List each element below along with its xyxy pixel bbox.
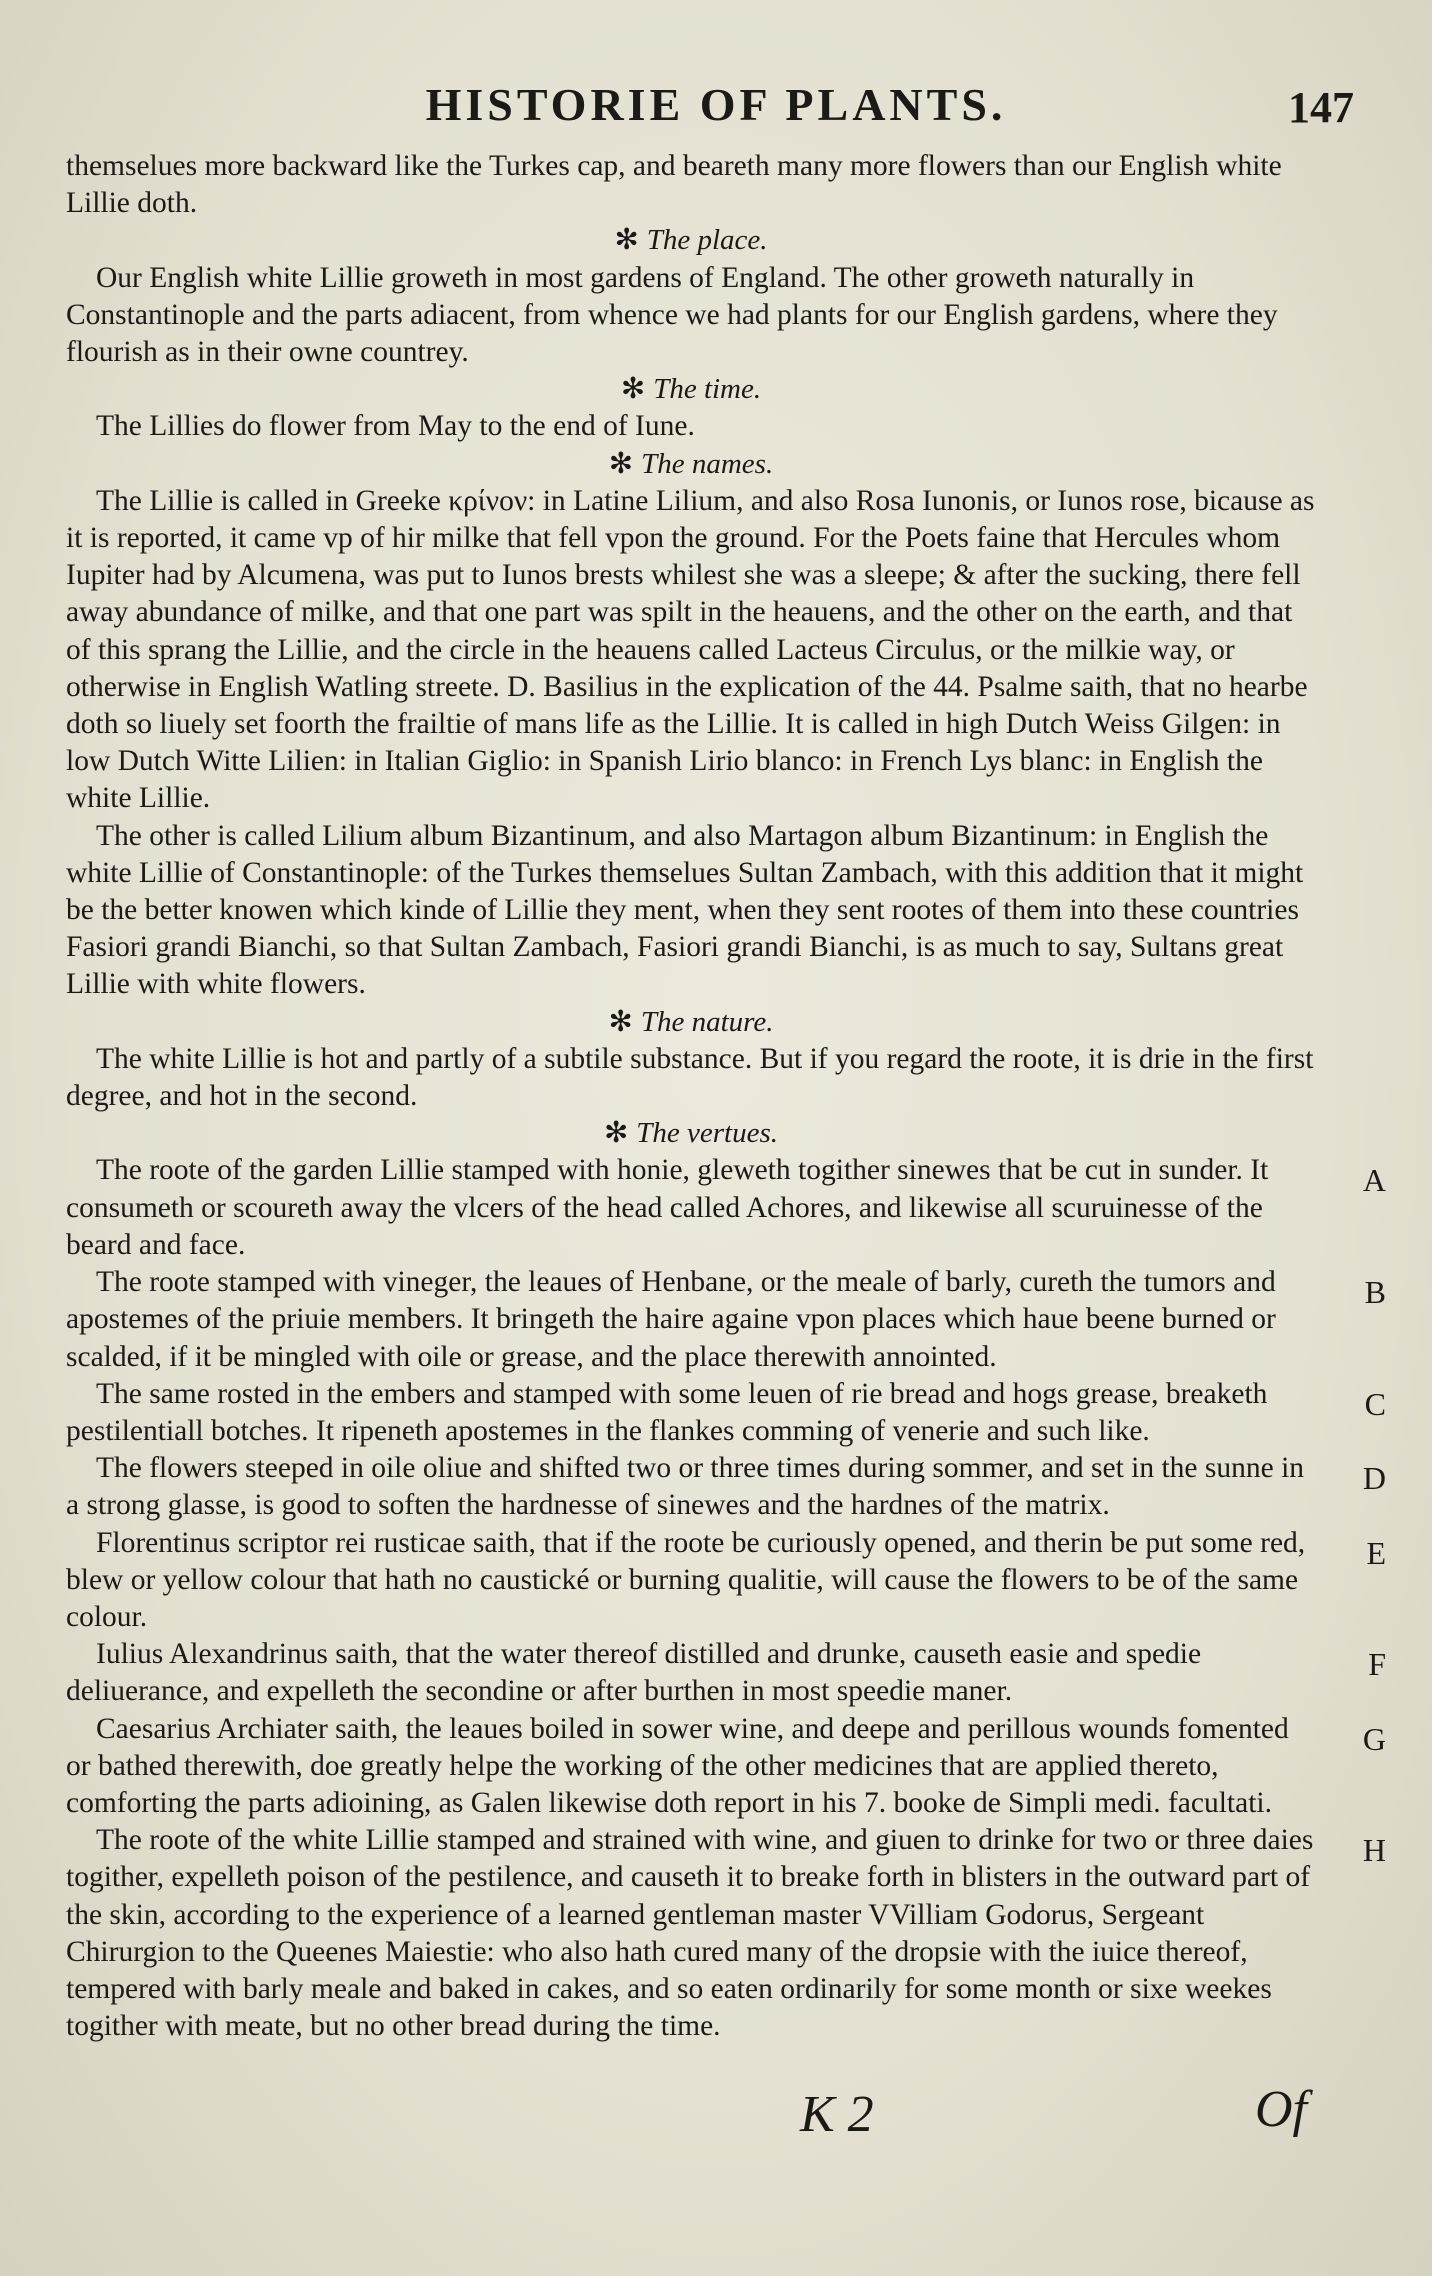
asterisk-icon: ✻ (603, 1117, 629, 1150)
margin-letter: C (1364, 1385, 1386, 1422)
margin-letter: F (1368, 1646, 1386, 1683)
virtue-paragraph (66, 1636, 1386, 1710)
asterisk-icon: ✻ (614, 224, 639, 257)
paragraph-text: The roote of the garden Lillie stamped with honie, gleweth togither sinewes that be cut in sunder. It consumeth or scoureth away the vlcers of the head called Achores, and likewise all scuruinesse of the beard and face. (66, 1154, 1269, 1261)
section-heading (66, 446, 1316, 483)
paragraph-text: The roote stamped with vineger, the leaues of Henbane, or the meale of barly, cureth the tumors and apostemes of the priuie members. It bringeth the haire againe vpon places which haue beene burned or scalded, if it be mingled with oile or grease, and the place therewith annointed. (66, 1266, 1276, 1373)
section-heading (66, 222, 1316, 259)
catchword: Of (1255, 2081, 1307, 2138)
section-heading (66, 371, 1316, 408)
paragraph-text: The roote of the white Lillie stamped and strained with wine, and giuen to drinke for two or three daies togither, expelleth poison of the pestilence, and causeth it to breake forth in blisters in the outward part of the skin, according to the experience of a learned gentleman master VVilliam Godorus, Sergeant Chirurgion to the Queenes Maiestie: who also hath cured many of the dropsie with the iuice thereof, tempered with barly meale and baked in cakes, and so eaten ordinarily for some month or sixe weekes togither with meate, but no other bread during the time. (66, 1824, 1314, 2043)
paragraph (66, 818, 1316, 1004)
page-number: 147 (1288, 83, 1354, 132)
paragraph-text: The Lillies do flower from May to the end of Iune. (96, 410, 695, 443)
page-header (60, 78, 1372, 148)
paragraph (66, 483, 1316, 818)
heading-text: The time. (653, 373, 762, 406)
paragraph-text: The white Lillie is hot and partly of a subtile substance. But if you regard the roote, it is drie in the first degree, and hot in the second. (66, 1042, 1314, 1113)
margin-letter: E (1366, 1534, 1386, 1571)
margin-letter: D (1362, 1460, 1386, 1497)
paragraph (66, 408, 1316, 445)
paragraph-text: Our English white Lillie groweth in most gardens of England. The other groweth naturally in Constantinople and the parts adiacent, from whence we had plants for our English gardens, where they flourish as in their owne countrey. (66, 261, 1278, 369)
virtue-paragraph (66, 1264, 1386, 1376)
section-heading (66, 1115, 1316, 1152)
signature-mark: K 2 (800, 2086, 874, 2143)
paragraph-text: The flowers steeped in oile oliue and shifted two or three times during sommer, and set in the sunne in a strong glasse, is good to soften the hardnesse of sinewes and the hardnes of the matrix. (66, 1452, 1305, 1522)
margin-letter: H (1362, 1832, 1386, 1869)
virtue-paragraph (66, 1450, 1386, 1524)
running-title: HISTORIE OF PLANTS. (425, 79, 1007, 130)
section-heading (66, 1004, 1316, 1041)
paragraph (66, 260, 1316, 372)
margin-letter: A (1362, 1162, 1386, 1199)
paragraph-text: Caesarius Archiater saith, the leaues boiled in sower wine, and deepe and perillous wounds fomented or bathed therewith, doe greatly helpe the working of the other medicines that are applied thereto, comforting the parts adioining, as Galen likewise doth report in his 7. booke de Simpli medi. facultati. (66, 1712, 1289, 1819)
paragraph (66, 1041, 1316, 1115)
paragraph (66, 148, 1316, 222)
virtue-paragraph (66, 1822, 1386, 2045)
virtue-paragraph (66, 1152, 1386, 1264)
virtue-paragraph (66, 1525, 1386, 1637)
heading-text: The nature. (640, 1005, 774, 1038)
virtue-paragraph (66, 1376, 1386, 1450)
heading-text: The place. (646, 224, 768, 257)
margin-letter: G (1362, 1720, 1386, 1757)
asterisk-icon: ✻ (608, 1005, 633, 1038)
paragraph-text: Florentinus scriptor rei rusticae saith, that if the roote be curiously opened, and therin be put some red, blew or yellow colour that hath no caustické or burning qualitie, will cause the flowers to be of the same colour. (66, 1526, 1306, 1633)
heading-text: The names. (641, 447, 774, 480)
paragraph-text: Iulius Alexandrinus saith, that the water thereof distilled and drunke, causeth easie and spedie deliuerance, and expelleth the secondine or after burthen in most speedie maner. (66, 1638, 1202, 1708)
asterisk-icon: ✻ (608, 447, 634, 480)
heading-text: The vertues. (636, 1117, 779, 1150)
paragraph-text: The other is called Lilium album Bizantinum, and also Martagon album Bizantinum: in English the white Lillie of Constantinople: of the Turkes themselues Sultan Zambach, with this addition that it might be the better knowen which kinde of Lillie they ment, when they sent rootes of them into these countries Fasiori grandi Bianchi, so that Sultan Zambach, Fasiori grandi Bianchi, is as much to say, Sultans great Lillie with white flowers. (66, 819, 1304, 1001)
paragraph-text: themselues more backward like the Turkes cap, and beareth many more flowers than our English white Lillie doth. (66, 150, 1282, 220)
body-text (66, 148, 1386, 2045)
paragraph-text: The same rosted in the embers and stamped with some leuen of rie bread and hogs grease, breaketh pestilentiall botches. It ripeneth apostemes in the flankes comming of venerie and such like. (66, 1377, 1268, 1447)
virtue-paragraph (66, 1711, 1386, 1823)
margin-letter: B (1364, 1274, 1386, 1311)
asterisk-icon: ✻ (620, 373, 646, 406)
paragraph-text: The Lillie is called in Greeke κρίνον: in Latine Lilium, and also Rosa Iunonis, or Iunos rose, bicause as it is reported, it came vp of hir milke that fell vpon the ground. For the Poets faine that Hercules whom Iupiter had by Alcumena, was put to Iunos brests whilest she was a sleepe; & after the sucking, there fell away abundance of milke, and that one part was spilt in the heauens, and the other on the earth, and that of this sprang the Lillie, and the circle in the heauens called Lacteus Circulus, or the milkie way, or otherwise in English Watling streete. D. Basilius in the explication of the 44. Psalme saith, that no hearbe doth so liuely set foorth the frailtie of mans life as the Lillie. It is called in high Dutch Weiss Gilgen: in low Dutch Witte Lilien: in Italian Giglio: in Spanish Lirio blanco: in French Lys blanc: in English the white Lillie. (66, 484, 1315, 815)
